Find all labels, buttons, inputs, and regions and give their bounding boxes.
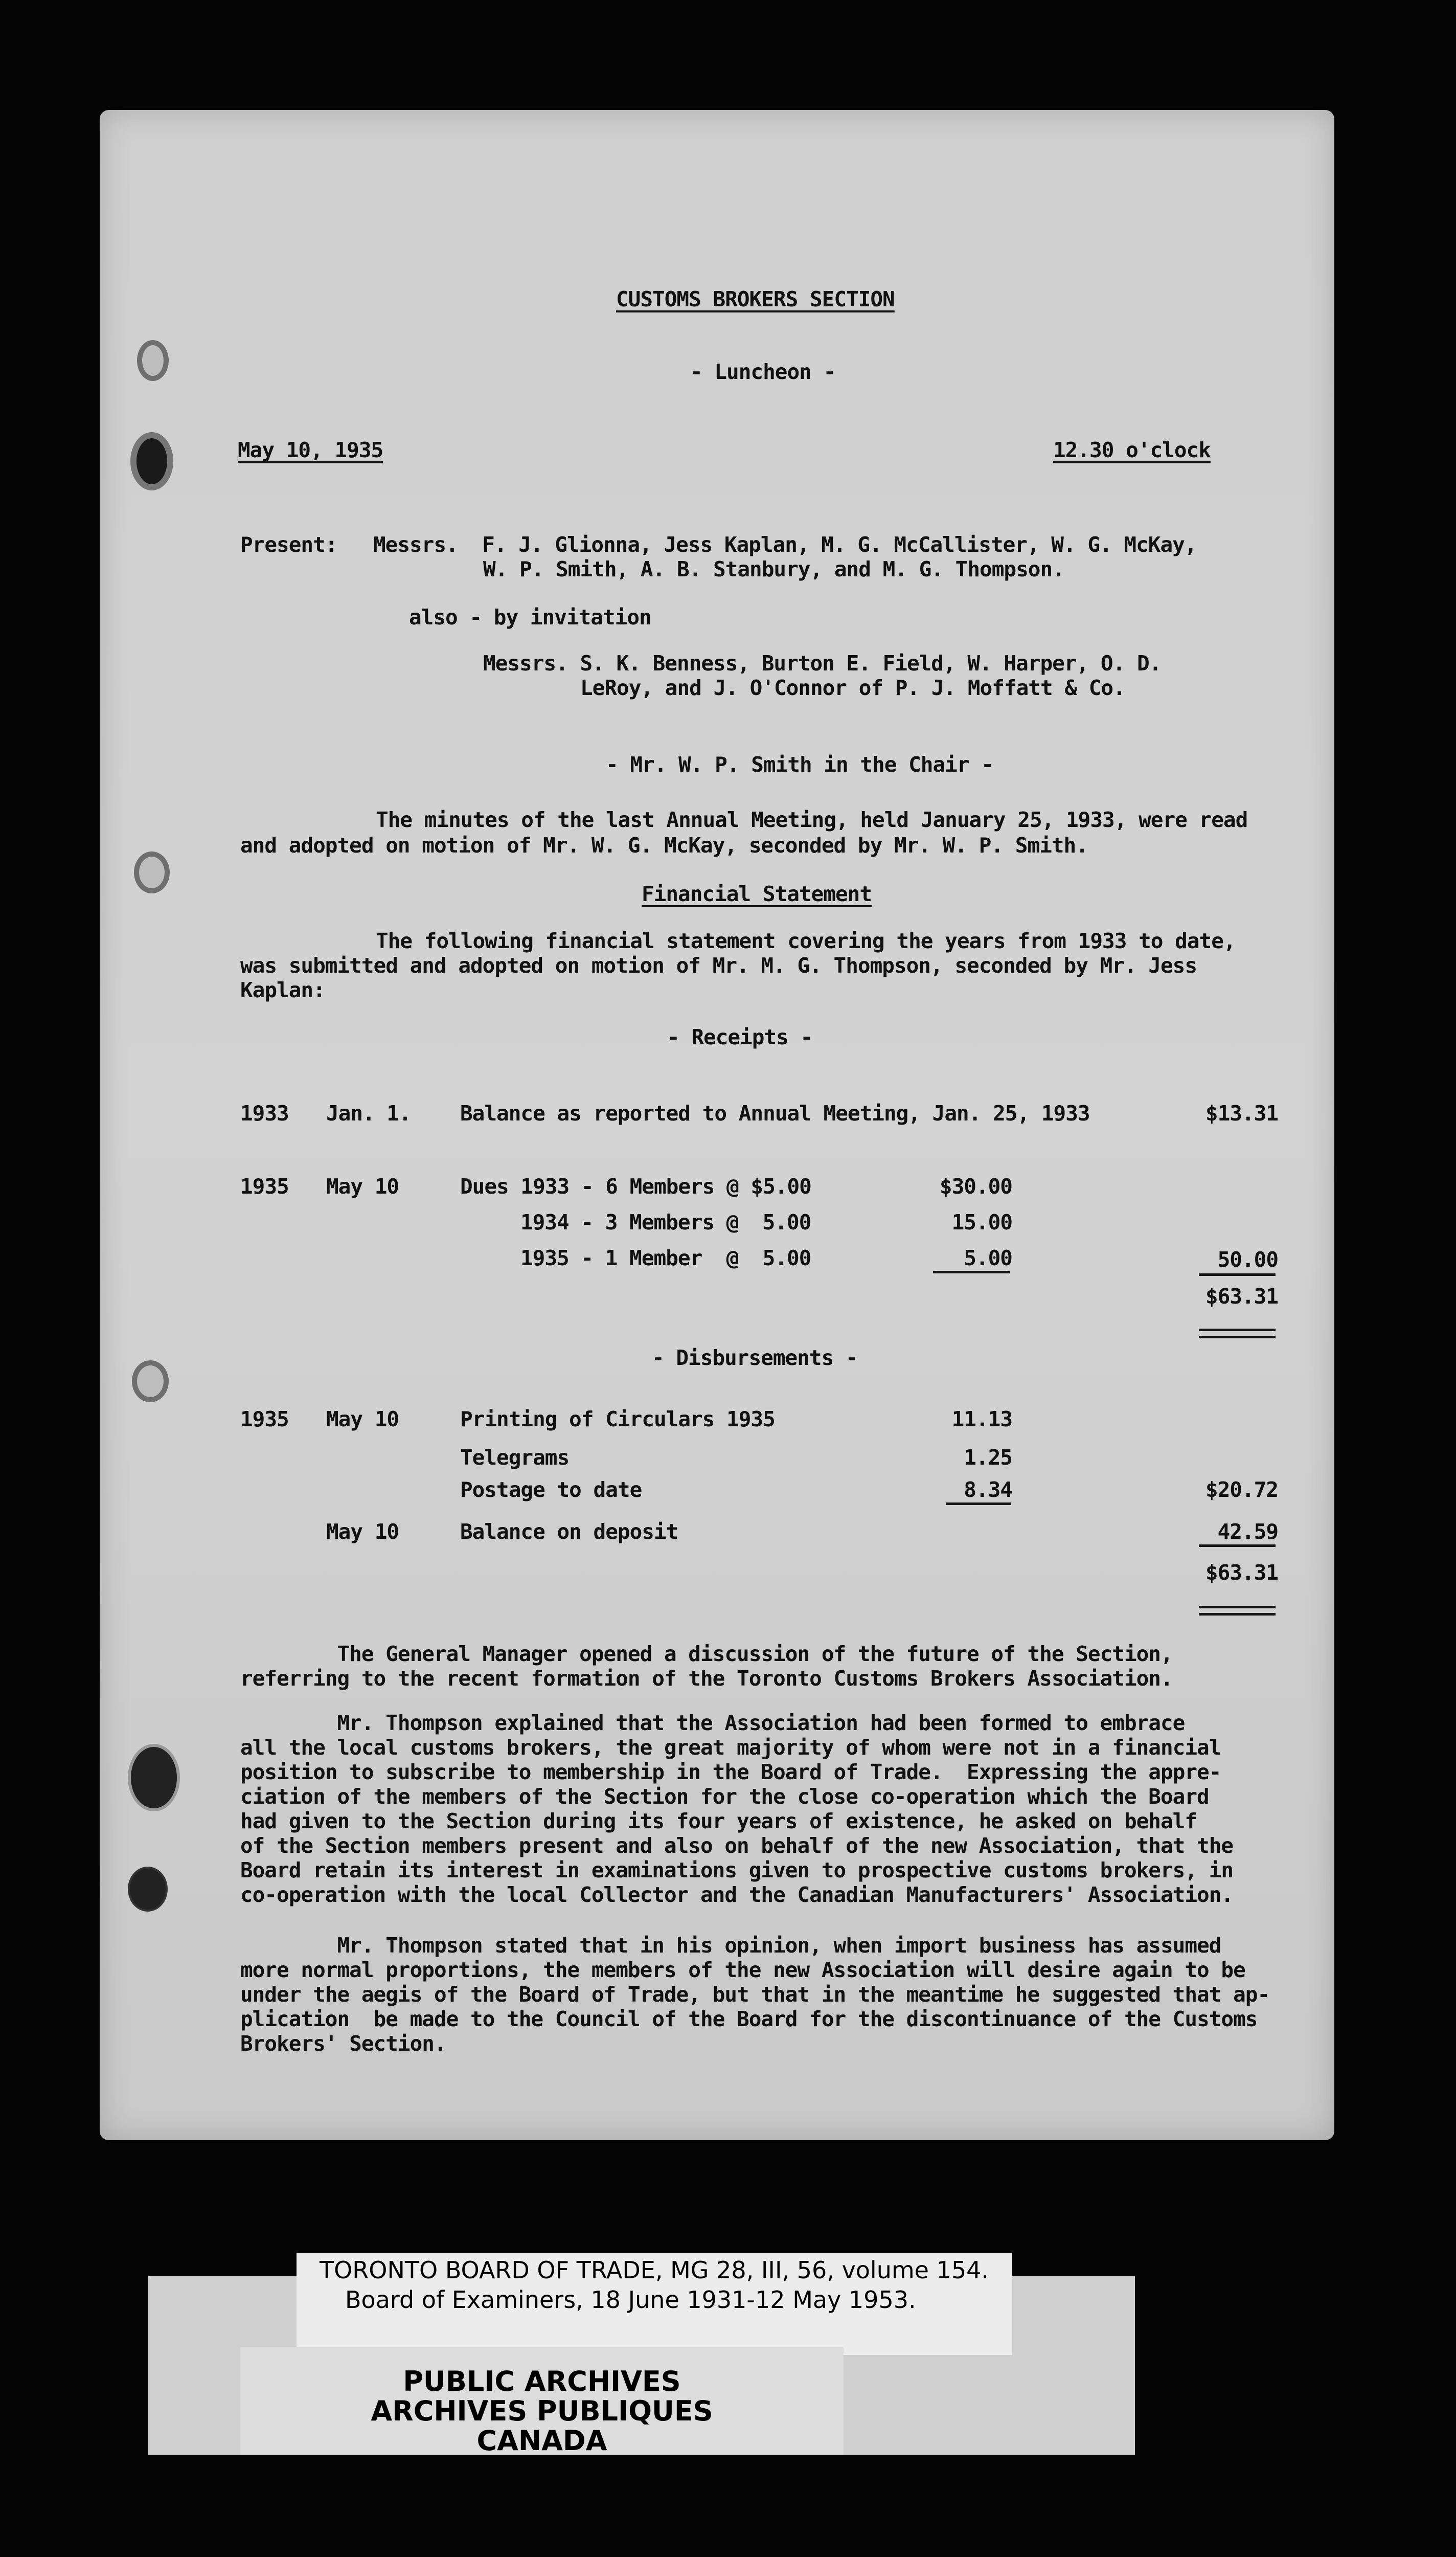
financial-heading: Financial Statement: [642, 882, 872, 906]
archive-reference-line-2: Board of Examiners, 18 June 1931-12 May 1953.: [345, 2286, 916, 2314]
paragraph-line: Brokers' Section.: [240, 2031, 446, 2056]
section-subtitle: - Luncheon -: [690, 360, 836, 384]
archive-stamp-line-3: CANADA: [476, 2425, 607, 2457]
disbursement-row-3-amount: 8.34: [964, 1477, 1012, 1502]
archive-reference-line-1: TORONTO BOARD OF TRADE, MG 28, III, 56, volume 154.: [320, 2256, 989, 2284]
dues-year: 1935: [240, 1174, 289, 1199]
dues-row-2-amount: 15.00: [951, 1210, 1012, 1235]
disbursement-row-2-amount: 1.25: [964, 1445, 1012, 1470]
disbursement-subtotal: $20.72: [1205, 1477, 1278, 1502]
binder-hole: [128, 1867, 168, 1912]
balance-amount: 42.59: [1217, 1519, 1278, 1544]
balance-date: May 10: [326, 1519, 399, 1544]
paragraph-line: The General Manager opened a discussion of the future of the Section,: [240, 1642, 1173, 1666]
archive-stamp-line-2: ARCHIVES PUBLIQUES: [371, 2395, 713, 2427]
present-line-1: Messrs. F. J. Glionna, Jess Kaplan, M. G. McCallister, W. G. McKay,: [373, 532, 1197, 557]
paragraph-line: of the Section members present and also on behalf of the new Association, that the: [240, 1833, 1234, 1858]
paragraph-line: all the local customs brokers, the great majority of whom were not in a financial: [240, 1735, 1221, 1760]
minutes-line-1: The minutes of the last Annual Meeting, held January 25, 1933, were read: [376, 808, 1248, 832]
balance-description: Balance on deposit: [460, 1519, 678, 1544]
present-label: Present:: [240, 532, 337, 557]
paragraph-line: had given to the Section during its four years of existence, he asked on behalf: [240, 1809, 1197, 1833]
financial-line-2: was submitted and adopted on motion of Mr. M. G. Thompson, seconded by Mr. Jess: [240, 953, 1197, 978]
disbursements-double-rule-bottom: [1199, 1613, 1276, 1616]
financial-line-1: The following financial statement covering the years from 1933 to date,: [376, 929, 1236, 953]
disbursement-date: May 10: [326, 1407, 399, 1431]
chair-line: - Mr. W. P. Smith in the Chair -: [606, 752, 993, 777]
dues-row-1-amount: $30.00: [939, 1174, 1012, 1199]
paragraph-line: Mr. Thompson stated that in his opinion, when import business has assumed: [240, 1933, 1221, 1958]
receipts-double-rule-top: [1199, 1329, 1276, 1331]
disbursements-grand-total: $63.31: [1205, 1560, 1278, 1585]
paragraph-line: under the aegis of the Board of Trade, but that in the meantime he suggested that ap-: [240, 1982, 1270, 2007]
disbursement-row-1-desc: Printing of Circulars 1935: [460, 1407, 775, 1431]
dues-total: 50.00: [1217, 1247, 1278, 1272]
dues-subtotal-rule: [933, 1271, 1010, 1273]
invitation-note: also - by invitation: [409, 605, 651, 630]
paragraph-line: Mr. Thompson explained that the Association had been formed to embrace: [240, 1711, 1185, 1735]
receipts-sum-rule: [1199, 1273, 1276, 1276]
paragraph-line: ciation of the members of the Section for the close co-operation which the Board: [240, 1784, 1209, 1809]
receipt-date: Jan. 1.: [326, 1101, 411, 1126]
receipt-year: 1933: [240, 1101, 289, 1126]
disbursements-heading: - Disbursements -: [652, 1345, 858, 1370]
paragraph-line: plication be made to the Council of the Board for the discontinuance of the Customs: [240, 2007, 1258, 2031]
binder-hole: [132, 1360, 169, 1402]
paragraph-line: Board retain its interest in examinations given to prospective customs brokers, in: [240, 1858, 1234, 1882]
binder-hole: [134, 851, 170, 893]
financial-line-3: Kaplan:: [240, 978, 325, 1002]
archive-stamp-line-1: PUBLIC ARCHIVES: [403, 2365, 681, 2397]
invited-line-1: Messrs. S. K. Benness, Burton E. Field, W. Harper, O. D.: [483, 651, 1162, 676]
meeting-date: May 10, 1935: [238, 438, 383, 462]
section-title: CUSTOMS BROKERS SECTION: [616, 287, 895, 311]
disbursement-row-1-amount: 11.13: [951, 1407, 1012, 1431]
disbursement-row-3-desc: Postage to date: [460, 1477, 642, 1502]
paragraph-line: more normal proportions, the members of the new Association will desire again to be: [240, 1958, 1245, 1982]
paragraph-line: position to subscribe to membership in the Board of Trade. Expressing the appre-: [240, 1760, 1221, 1784]
dues-row-3-amount: 5.00: [964, 1246, 1012, 1270]
minutes-line-2: and adopted on motion of Mr. W. G. McKay, seconded by Mr. W. P. Smith.: [240, 833, 1088, 858]
disbursements-double-rule-top: [1199, 1606, 1276, 1608]
discussion-paragraph-2: [240, 1711, 1233, 1907]
receipts-double-rule-bottom: [1199, 1336, 1276, 1338]
receipt-description: Balance as reported to Annual Meeting, Jan. 25, 1933: [460, 1101, 1090, 1126]
balance-rule: [1199, 1544, 1276, 1547]
binder-hole: [130, 432, 173, 490]
receipt-total: $13.31: [1205, 1101, 1278, 1126]
binder-hole: [128, 1744, 180, 1811]
disbursement-row-2-desc: Telegrams: [460, 1445, 570, 1470]
dues-row-3-desc: 1935 - 1 Member @ 5.00: [520, 1246, 811, 1270]
receipts-heading: - Receipts -: [667, 1025, 813, 1049]
paragraph-line: co-operation with the local Collector and the Canadian Manufacturers' Association.: [240, 1882, 1234, 1907]
disbursement-year: 1935: [240, 1407, 289, 1431]
discussion-paragraph-3: [240, 1933, 1269, 2056]
dues-row-1-desc: Dues 1933 - 6 Members @ $5.00: [460, 1174, 811, 1199]
paragraph-line: referring to the recent formation of the Toronto Customs Brokers Association.: [240, 1666, 1173, 1691]
present-line-2: W. P. Smith, A. B. Stanbury, and M. G. Thompson.: [483, 557, 1064, 581]
binder-hole: [137, 340, 169, 381]
meeting-time: 12.30 o'clock: [1053, 438, 1211, 462]
invited-line-2: LeRoy, and J. O'Connor of P. J. Moffatt & Co.: [580, 676, 1125, 700]
discussion-paragraph-1: [240, 1642, 1173, 1691]
disbursement-subtotal-rule: [946, 1502, 1011, 1505]
receipts-grand-total: $63.31: [1205, 1284, 1278, 1309]
dues-date: May 10: [326, 1174, 399, 1199]
dues-row-2-desc: 1934 - 3 Members @ 5.00: [520, 1210, 811, 1235]
